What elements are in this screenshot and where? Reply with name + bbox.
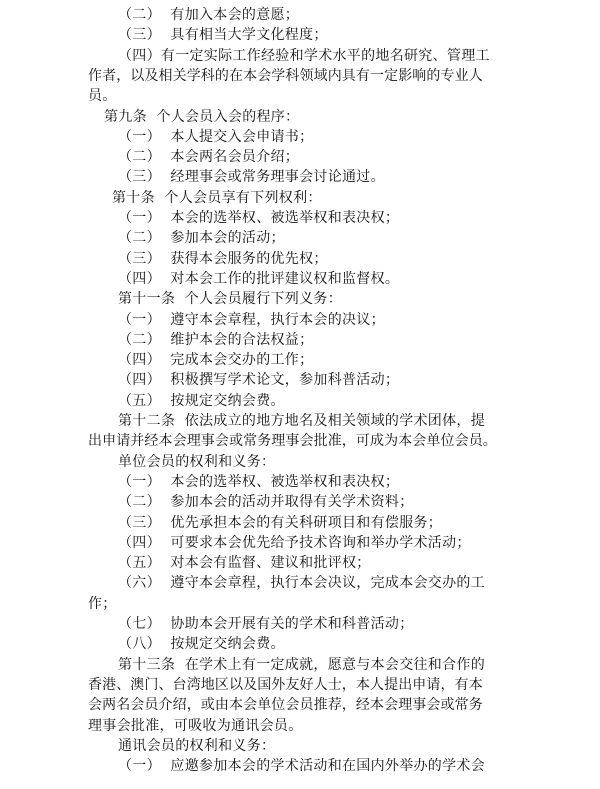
section-heading: 单位会员的权利和义务： <box>118 453 276 470</box>
text-line: （一） 本会的选举权、被选举权和表决权； <box>118 473 400 490</box>
article-heading: 第九条 个人会员入会的程序： <box>104 108 300 125</box>
article-heading: 第十条 个人会员享有下列权利： <box>112 189 322 206</box>
text-line: （一） 本会的选举权、被选举权和表决权； <box>118 210 400 226</box>
article-heading: 第十三条 在学术上有一定成就，愿意与本会交往和合作的 <box>118 656 485 673</box>
text-line: （二） 本会两名会员介绍； <box>118 149 300 166</box>
text-line: （四）有一定实际工作经验和学术水平的地名研究、管理工 <box>118 47 490 64</box>
text-line: （六） 遵守本会章程，执行本会决议，完成本会交办的工 <box>118 575 485 592</box>
text-line: （一） 应邀参加本会的学术活动和在国内外举办的学术会 <box>118 758 485 775</box>
text-line: 香港、澳门、台湾地区以及国外友好人士，本人提出申请，有本 <box>88 676 483 693</box>
text-line: （二） 有加入本会的意愿； <box>118 7 300 23</box>
text-line: （二） 参加本会的活动并取得有关学术资料； <box>118 494 414 511</box>
text-line: （二） 维护本会的合法权益； <box>118 331 314 348</box>
text-line: （八） 按规定交纳会费。 <box>118 636 285 653</box>
text-line: 员。 <box>88 88 117 105</box>
article-heading: 第十一条 个人会员履行下列义务： <box>118 291 342 308</box>
section-heading: 通讯会员的权利和义务： <box>118 737 276 754</box>
text-line: （一） 遵守本会章程，执行本会的决议； <box>118 311 385 328</box>
text-line: 作； <box>88 595 117 612</box>
text-line: （五） 按规定交纳会费。 <box>118 392 285 409</box>
text-line: （三） 获得本会服务的优先权； <box>118 250 328 267</box>
text-line: （四） 可要求本会优先给予技术咨询和举办学术活动； <box>118 534 471 551</box>
text-line: （四） 对本会工作的批评建议权和监督权。 <box>118 270 400 287</box>
text-line: （一） 本人提交入会申请书； <box>118 128 314 145</box>
text-line: （三） 经理事会或常务理事会讨论通过。 <box>118 169 385 186</box>
text-line: （二） 参加本会的活动； <box>118 230 285 247</box>
text-line: 理事会批准，可吸收为通讯会员。 <box>88 717 303 734</box>
text-line: 作者，以及相关学科的在本会学科领域内具有一定影响的专业人 <box>88 67 483 84</box>
text-line: （三） 具有相当大学文化程度； <box>118 27 328 44</box>
text-line: （七） 协助本会开展有关的学术和科普活动； <box>118 616 414 632</box>
text-line: （四） 完成本会交办的工作； <box>118 352 314 369</box>
text-line: 出申请并经本会理事会或常务理事会批准，可成为本会单位会员。 <box>88 433 497 450</box>
text-line: 会两名会员介绍，或由本会单位会员推荐，经本会理事会或常务 <box>88 697 483 714</box>
text-line: （三） 优先承担本会的有关科研项目和有偿服务； <box>118 514 443 531</box>
text-line: （四） 积极撰写学术论文，参加科普活动； <box>118 372 400 389</box>
article-heading: 第十二条 依法成立的地方地名及相关领域的学术团体，提 <box>118 413 485 429</box>
text-line: （五） 对本会有监督、建议和批评权； <box>118 555 371 572</box>
